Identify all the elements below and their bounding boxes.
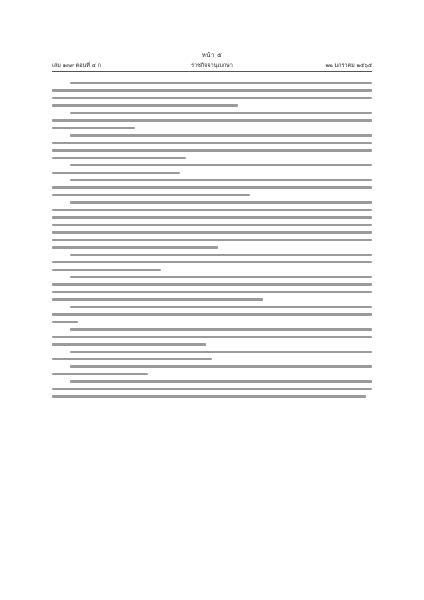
- body-text: [52, 82, 372, 403]
- text-line: [52, 119, 372, 121]
- text-line: [52, 186, 372, 188]
- text-line: [52, 321, 78, 323]
- text-line: [52, 358, 212, 360]
- text-line: [70, 276, 372, 278]
- text-line: [70, 380, 372, 382]
- text-line: [70, 201, 372, 203]
- text-line: [52, 388, 372, 390]
- publication-title: ราชกิจจานุเบกษา: [191, 63, 233, 69]
- text-line: [52, 89, 372, 91]
- text-line: [70, 254, 372, 256]
- text-line: [52, 149, 372, 151]
- text-line: [52, 104, 238, 106]
- paragraph: [52, 306, 372, 323]
- volume-issue: เล่ม ๑๓๙ ตอนที่ ๔ ก: [52, 63, 101, 69]
- text-line: [52, 343, 206, 345]
- header-rule: [52, 71, 372, 72]
- text-line: [70, 82, 372, 84]
- text-line: [70, 365, 372, 367]
- text-line: [52, 231, 372, 233]
- text-line: [52, 313, 372, 315]
- text-line: [70, 351, 372, 353]
- text-line: [52, 261, 372, 263]
- text-line: [52, 269, 161, 271]
- paragraph: [52, 201, 372, 248]
- text-line: [52, 373, 148, 375]
- text-line: [52, 172, 180, 174]
- paragraph: [52, 365, 372, 375]
- text-line: [52, 298, 263, 300]
- text-line: [52, 97, 372, 99]
- text-line: [52, 194, 250, 196]
- text-line: [70, 328, 372, 330]
- paragraph: [52, 254, 372, 271]
- publication-date: ๒๒ มกราคม ๒๕๖๕: [325, 63, 372, 69]
- text-line: [52, 239, 372, 241]
- text-line: [52, 291, 372, 293]
- paragraph: [52, 112, 372, 129]
- text-line: [70, 306, 372, 308]
- text-line: [52, 246, 218, 248]
- text-line: [70, 134, 372, 136]
- text-line: [52, 142, 372, 144]
- text-line: [52, 157, 186, 159]
- text-line: [52, 336, 372, 338]
- text-line: [52, 209, 372, 211]
- paragraph: [52, 134, 372, 159]
- paragraph: [52, 164, 372, 174]
- paragraph: [52, 351, 372, 361]
- text-line: [52, 216, 372, 218]
- page-number: หน้า ๕: [201, 52, 223, 59]
- paragraph: [52, 179, 372, 196]
- text-line: [52, 395, 366, 397]
- text-line: [52, 224, 372, 226]
- text-line: [70, 112, 372, 114]
- text-line: [70, 164, 372, 166]
- paragraph: [52, 328, 372, 345]
- text-line: [52, 127, 135, 129]
- text-line: [70, 179, 372, 181]
- text-line: [52, 283, 372, 285]
- paragraph: [52, 380, 372, 397]
- paragraph: [52, 276, 372, 301]
- paragraph: [52, 82, 372, 107]
